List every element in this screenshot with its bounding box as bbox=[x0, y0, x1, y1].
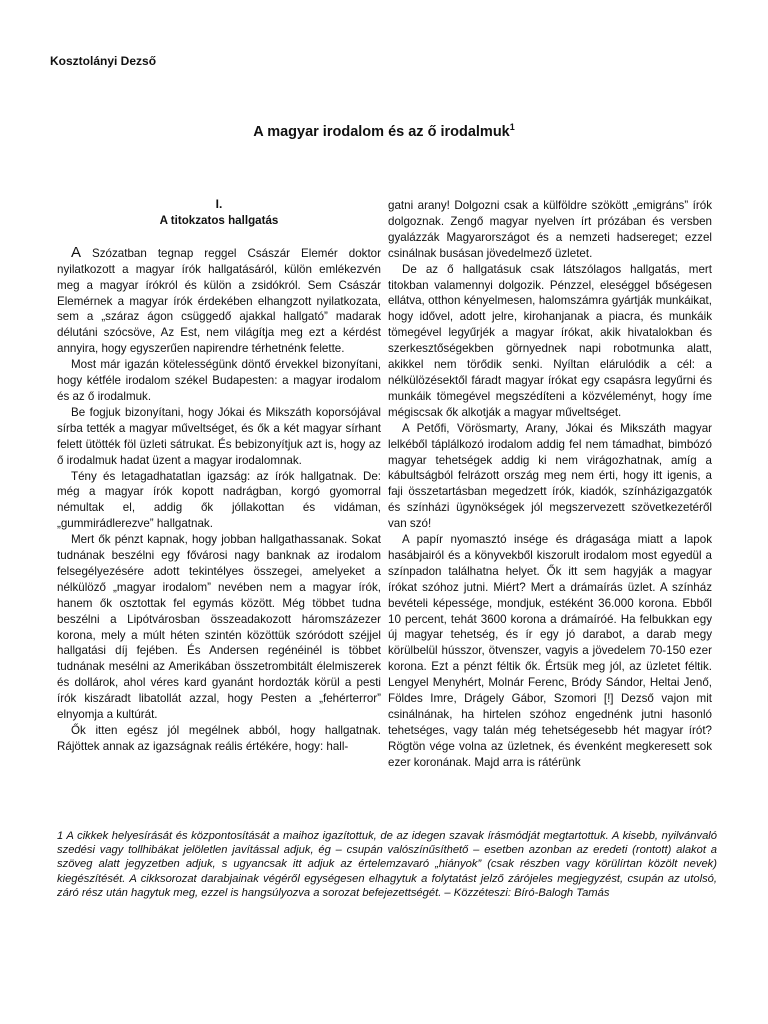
section-title: A titokzatos hallgatás bbox=[159, 213, 279, 227]
paragraph: A papír nyomasztó insége és drágasága miatt a lapok hasábjairól és a könyvekből kiszorult irodalom most egyedül a színpadon találhatna helyet. Ők itt sem hagyják a magyar írókat szóhoz jutni. Miért? Mert a drámaírás üzlet. A színház bevételi képessége, mondjuk, estéként 36.000 korona. Ebből 10 percent, tehát 3600 korona a drámaíróé. Ha felbukkan egy új magyar tehetség, és ír egy jó darabot, a darab megy körülbelül hússzor, ötvenszer, vagyis a jövedelem 70-150 ezer korona. Ezt a pénzt féltik ők. Értsük meg jól, az üzletet féltik. Lengyel Menyhért, Molnár Ferenc, Bródy Sándor, Heltai Jenő, Földes Imre, Drágely Gábor, Szomori [!] Dezső vajon mit csinálnának, ha hirtelen szóhoz engednénk jutni hasonló tehetséges, vagy talán még tehetségesebb hét magyar írót? Rögtön vége volna az üzletnek, és évenként megkeresett sok ezer koronának. Majd arra is rátérünk bbox=[388, 533, 712, 769]
author-name: Kosztolányi Dezső bbox=[50, 54, 157, 68]
paragraph: Ők itten egész jól megélnek abból, hogy hallgatnak. Rájöttek annak az igazságnak reális értékére, hogy: hall- bbox=[57, 724, 381, 753]
paragraph: Tény és letagadhatatlan igazság: az írók hallgatnak. De: még a magyar írók kopott nadrágban, korgó gyomorral némultak el, addig ők jóllakottan és vidáman, „gummirádlerezve” hallgatnak. bbox=[57, 469, 381, 531]
right-column bbox=[388, 198, 712, 771]
section-number: I. bbox=[215, 197, 223, 211]
footnote: 1 A cikkek helyesírását és központosítását a maihoz igazítottuk, de az idegen szavak írásmódját megtartottuk. A kisebb, nyilvánvaló szedési vagy tollhibákat jelöletlen javítással adjuk, ég – csupán valószínűsíthető – esetben azonban az eredeti (rontott) alakot a szöveg alatt jegyzetben adjuk, s ugyancsak itt adjuk az értelemzavaró „hiányok” (csak részben vagy körülírtan közölt nevek) kiegészítését. A cikksorozat darabjainak végéről egységesen elhagytuk a folytatást jelző zárójeles megjegyzést, csupán az utolsó, záró rész után hagytuk meg, ezzel is hangsúlyozva a sorozat befejezettségét. – Közzéteszi: Bíró-Balogh Tamás bbox=[57, 830, 717, 899]
paragraph: A Petőfi, Vörösmarty, Arany, Jókai és Mikszáth magyar lelkéből táplálkozó irodalom addig fel nem támadhat, bimbózó magyar tehetségek addig ki nem virágozhatnak, amíg a kábultságból felrázott ország meg nem érti, hogy itt igenis, a faji összetartásban megedzett írók, kiadók, színházigazgatók és színházi ügynökségek jól megszervezett szövetkezetéről van szó! bbox=[388, 421, 712, 531]
paragraph: De az ő hallgatásuk csak látszólagos hallgatás, mert titokban valamennyi dolgozik. Pénzzel, eleséggel bőségesen ellátva, otthon kényelmesen, halomszámra gyártják munkáikat, hogy idővel, adott jelre, kirohanjanak a piacra, és munkáik tömegével legyűrjék a magyar írókat, akik hivatalokban és szerkesztőségekben görnyednek napi robotmunka alatt, akikkel nem törődik senki. Nyíltan elárulódik a cél: a nélkülözésektől fáradt magyar írókat egy csapásra legyűrni és munkáik tömegével megszédíteni a közvéleményt, hogy íme mégiscsak ők alkotják a magyar műveltséget. bbox=[388, 262, 712, 419]
paragraph: Mert ők pénzt kapnak, hogy jobban hallgathassanak. Sokat tudnának beszélni egy fővárosi nagy banknak az irodalom felsegélyezésére adott tekintélyes összegei, amelyeket a nélkülöző „magyar irodalom” nevében nem a magyar írók, hanem ők osztottak fel egymás között. Még többet tudna beszélni a Lipótvárosban összeadakozott háromszázezer korona, mely a múlt héten szintén közöttük szóródott széjjel hallgatási díj fejében. És Andersen regénéinél is többet tudnának mesélni az Amerikában összetrombitált élelmiszerek és dollárok, ahol véres kard gyanánt hordozták körül a pesti írók kiszáradt libatollát azzal, hogy Pesten a „fehérterror” elnyomja a kultúrát. bbox=[57, 533, 381, 722]
footnote-marker: 1 bbox=[509, 122, 515, 132]
left-column bbox=[57, 197, 381, 755]
paragraph: gatni arany! Dolgozni csak a külföldre szökött „emigráns” írók dolgoznak. Zengő magyar nyelven írt prózában és versben gyalázzák Magyarországot és a nemzeti hadsereget; ezzel csinálnak busásan jövedelmező üzletet. bbox=[388, 199, 712, 260]
paragraph: Be fogjuk bizonyítani, hogy Jókai és Mikszáth koporsójával sírba tették a magyar műveltséget, és ők a két magyar sírhant felett ütötték föl üzleti sátrukat. És bebizonyítjuk azt is, hogy az ő irodalmuk hadat üzent a magyar irodalomnak. bbox=[57, 405, 381, 467]
drop-cap: A bbox=[71, 243, 82, 261]
article-title-text: A magyar irodalom és az ő irodalmuk bbox=[253, 123, 510, 140]
paragraph: Most már igazán kötelességünk döntő érvekkel bizonyítani, hogy kétféle irodalom székel Budapesten: a magyar irodalom és az ő irodalmuk. bbox=[57, 358, 381, 403]
paragraph-text: Szózatban tegnap reggel Császár Elemér doktor nyilatkozott a magyar írók hallgatásáról, külön emlékezvén meg a magyar írókról és külön a zsidókról. Sem Császár Elemérnek a magyar írók érdekében elhangzott nyilatkozata, sem a „száraz ágon csüggedő ajakkal hallgató” madarak délutáni szócsöve, Az Est, nem világítja meg ezt a kérdést annyira, hogy egyszerűen napirendre térhetnénk felette. bbox=[57, 246, 381, 356]
article-title bbox=[0, 122, 768, 140]
paragraph bbox=[57, 245, 381, 357]
